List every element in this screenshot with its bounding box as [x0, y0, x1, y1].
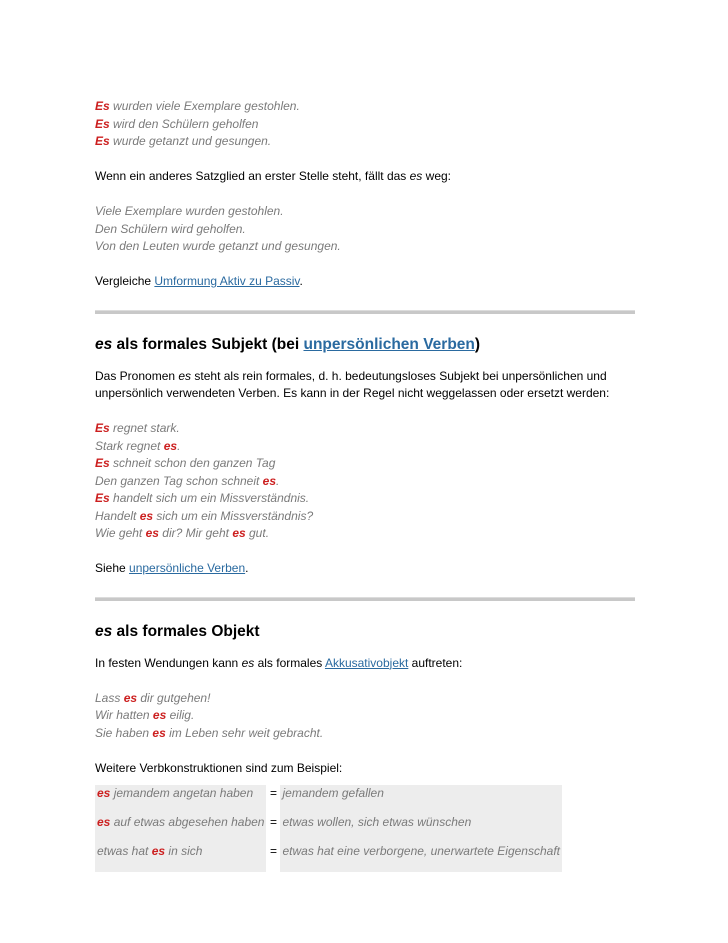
see-text: Siehe	[95, 561, 130, 575]
example-line	[95, 690, 635, 708]
example-text: Sie haben	[95, 725, 153, 740]
example-text: wurde getanzt und gesungen.	[109, 134, 272, 148]
table-cell-left	[95, 814, 266, 843]
example-line	[95, 473, 635, 491]
title-text: als formales Objekt	[112, 622, 260, 640]
es-highlight: Es	[95, 421, 110, 435]
example-text: Lass	[95, 690, 124, 705]
title-text: als formales Subjekt (bei	[112, 335, 304, 353]
equals-sign: =	[269, 815, 277, 829]
verb-construction-table	[93, 785, 564, 872]
table-cell-right: etwas wollen, sich etwas wünschen	[280, 814, 562, 843]
example-line	[95, 98, 635, 116]
paragraph	[95, 655, 635, 673]
example-text: dir gutgehen!	[137, 690, 211, 705]
example-text: handelt sich um ein Missverständnis.	[109, 491, 310, 505]
example-line: Viele Exemplare wurden gestohlen.	[95, 204, 284, 218]
paragraph-text: weg:	[422, 169, 451, 183]
link-umformung-aktiv-passiv[interactable]: Umformung Aktiv zu Passiv	[154, 274, 300, 288]
paragraph	[95, 168, 635, 186]
paragraph: unpersönlich verwendeten Verben. Es kann in der Regel nicht weggelassen oder ersetzt werden:	[95, 386, 610, 400]
es-word: es	[409, 169, 423, 183]
example-text: eilig.	[166, 708, 195, 722]
es-highlight: es	[232, 526, 246, 540]
es-highlight: es	[152, 708, 167, 722]
example-text: .	[177, 438, 181, 453]
paragraph: Weitere Verbkonstruktionen sind zum Beispiel:	[95, 760, 343, 775]
es-word: es	[241, 655, 255, 670]
example-line	[95, 525, 635, 543]
cell-text: etwas hat	[97, 844, 152, 858]
es-highlight: es	[262, 473, 277, 488]
example-text: Handelt	[95, 508, 140, 523]
example-line: Von den Leuten wurde getanzt und gesungen.	[95, 239, 341, 253]
example-text: dir? Mir geht	[158, 526, 233, 540]
example-line	[95, 133, 635, 151]
title-text: )	[474, 335, 481, 353]
example-text: regnet stark.	[109, 421, 180, 435]
paragraph-text: als formales	[254, 655, 325, 670]
paragraph-text: auftreten:	[408, 655, 463, 670]
es-highlight: es	[163, 438, 178, 453]
compare-text: Vergleiche	[95, 274, 155, 288]
es-highlight: es	[145, 526, 159, 540]
link-unpersoenliche-verben[interactable]: unpersönliche Verben	[129, 561, 246, 575]
es-word: es	[178, 368, 192, 383]
es-highlight: es	[152, 725, 166, 740]
table-cell-left	[95, 843, 266, 872]
paragraph-text: In festen Wendungen kann	[95, 655, 242, 670]
content	[95, 98, 635, 872]
es-highlight: es	[151, 844, 166, 858]
example-text: Wie geht	[95, 526, 146, 540]
es-highlight: Es	[95, 491, 110, 505]
equals-sign: =	[269, 844, 277, 858]
es-word: es	[95, 335, 113, 353]
example-text: wird den Schülern geholfen	[109, 116, 259, 131]
example-text: Wir hatten	[95, 708, 153, 722]
es-highlight: es	[97, 815, 111, 829]
paragraph-text: Das Pronomen	[95, 368, 179, 383]
es-highlight: Es	[95, 99, 110, 113]
example-line	[95, 490, 635, 508]
cell-text: in sich	[165, 844, 203, 858]
es-highlight: es	[139, 508, 154, 523]
es-word: es	[95, 622, 113, 640]
section-title-formales-subjekt	[95, 335, 635, 355]
see-line	[95, 560, 635, 578]
section-title-formales-objekt	[95, 622, 635, 642]
es-highlight: Es	[95, 116, 110, 131]
table-row	[95, 843, 562, 872]
example-line	[95, 508, 635, 526]
es-highlight: Es	[95, 456, 110, 470]
example-line	[95, 707, 635, 725]
table-row	[95, 814, 562, 843]
cell-text: jemandem angetan haben	[110, 786, 254, 800]
example-text: wurden viele Exemplare gestohlen.	[109, 99, 300, 113]
paragraph-text: steht als rein formales, d. h. bedeutungsloses Subjekt bei unpersönlichen und	[191, 368, 607, 383]
equals-sign: =	[269, 786, 277, 800]
table-cell-right: etwas hat eine verborgene, unerwartete Eigenschaft	[280, 843, 562, 872]
es-highlight: Es	[95, 134, 110, 148]
paragraph-text: Wenn ein anderes Satzglied an erster Stelle steht, fällt das	[95, 169, 410, 183]
table-row	[95, 785, 562, 814]
example-text: Stark regnet	[95, 438, 164, 453]
table-cell-left	[95, 785, 266, 814]
see-text: .	[245, 561, 249, 575]
example-text: im Leben sehr weit gebracht.	[165, 725, 324, 740]
example-line	[95, 438, 635, 456]
example-text: gut.	[245, 526, 270, 540]
example-line	[95, 455, 635, 473]
link-unpersoenliche-verben-title[interactable]: unpersönlichen Verben	[303, 335, 475, 353]
example-text: .	[276, 473, 280, 488]
table-cell-right: jemandem gefallen	[280, 785, 562, 814]
example-line: Den Schülern wird geholfen.	[95, 221, 246, 236]
compare-line	[95, 273, 635, 291]
example-line	[95, 725, 635, 743]
example-line	[95, 116, 635, 134]
example-text: sich um ein Missverständnis?	[153, 508, 314, 523]
example-text: Den ganzen Tag schon schneit	[95, 473, 263, 488]
link-akkusativobjekt[interactable]: Akkusativobjekt	[324, 655, 409, 670]
es-highlight: es	[123, 690, 138, 705]
paragraph	[95, 368, 635, 386]
compare-text: .	[299, 274, 303, 288]
es-highlight: es	[97, 786, 111, 800]
example-line	[95, 420, 635, 438]
example-text: schneit schon den ganzen Tag	[109, 456, 276, 470]
cell-text: auf etwas abgesehen haben	[110, 815, 265, 829]
